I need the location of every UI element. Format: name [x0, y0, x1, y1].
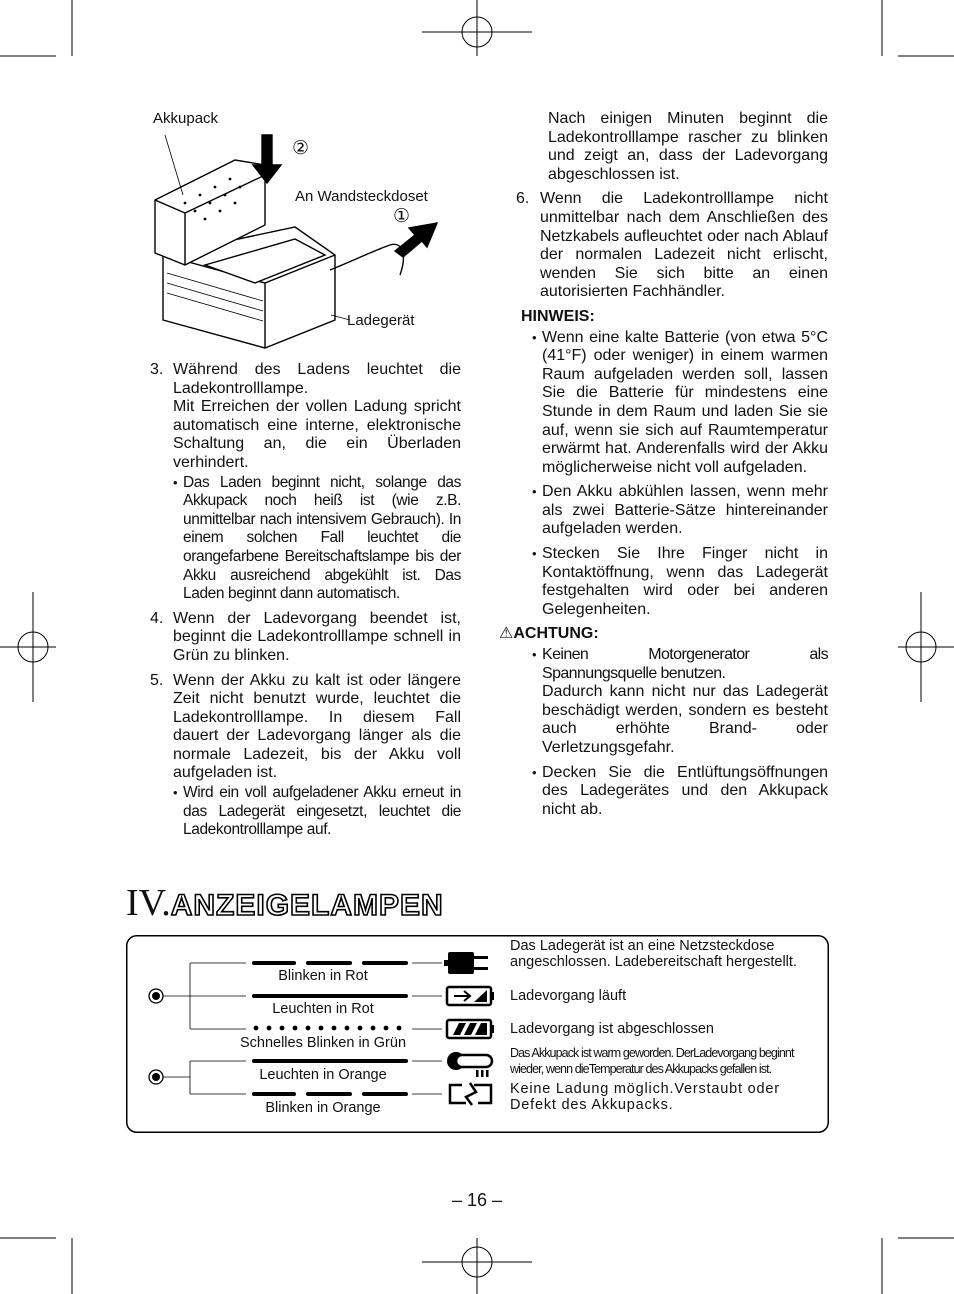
charging-battery-icon	[447, 987, 494, 1005]
right-column	[499, 110, 828, 819]
left-column	[150, 361, 461, 846]
label-outlet: An Wandsteckdoset	[295, 188, 428, 205]
hinweis-item: • Den Akku abkühlen lassen, wenn mehr als zwei Batterie-Sätze hintereinander aufgeladen werden.	[532, 483, 828, 539]
label-charger: Ladegerät	[347, 312, 415, 329]
achtung-item: • Decken Sie die Entlüftungsöffnungen des Ladegerätes und den Akkupack nicht ab.	[532, 764, 828, 820]
bullet-item: • Das Laden beginnt nicht, solange das Akkupack noch heiß ist (wie z.B. unmittelbar nach intensivem Gebrauch). In einem solchen Fall leuchtet die orangefarbene Bereitschaftslampe bis der Akku ausreichend abgekühlt ist. Das Laden beginnt dann automatisch.	[173, 474, 461, 604]
row-description: Das Ladegerät ist an eine Netzsteckdose angeschlossen. Ladebereitschaft hergestellt.	[510, 938, 797, 970]
achtung-heading	[499, 625, 828, 644]
step-1-label: ①	[393, 206, 411, 227]
orange-lamp-icon	[149, 1070, 163, 1084]
list-item-3	[150, 361, 461, 604]
row-description: Ladevorgang ist abgeschlossen	[510, 1021, 714, 1037]
section-roman: IV.	[126, 882, 171, 924]
pattern-label: Blinken in Rot	[278, 968, 368, 984]
row-description: Das Akkupack ist warm geworden. DerLadevorgang beginnt wieder, wenn dieTemperatur des Akkupacks gefallen ist.	[510, 1046, 794, 1076]
section-title	[126, 880, 444, 929]
hinweis-item: • Stecken Sie Ihre Finger nicht in Kontaktöffnung, wenn das Ladegerät festgehalten wird oder bei anderen Gelegenheiten.	[532, 545, 828, 619]
row-description: Keine Ladung möglich.Verstaubt oder Defekt des Akkupacks.	[510, 1081, 780, 1113]
achtung-item-detail: Dadurch kann nicht nur das Ladegerät beschädigt werden, sondern es besteht auch erhöhte Brand- oder Verletzungsgefahr.	[542, 683, 828, 756]
section-title-text: ANZEIGELAMPEN	[170, 889, 444, 922]
item-text: Wenn der Ladevorgang beendet ist, beginnt die Ladekontrolllampe schnell in Grün zu blinken.	[173, 609, 461, 664]
item-text: Mit Erreichen der vollen Ladung spricht automatisch eine interne, elektronische Schaltung an, die ein Überladen verhindert.	[173, 398, 461, 471]
hinweis-heading: HINWEIS:	[521, 307, 595, 325]
list-item-4	[150, 610, 461, 666]
achtung-item: • Keinen Motorgenerator als Spannungsquelle benutzen.	[532, 646, 828, 683]
achtung-title: ACHTUNG:	[513, 625, 599, 643]
continued-text: Nach einigen Minuten beginnt die Ladekontrolllampe rascher zu blinken und zeigt an, dass der Ladevorgang abgeschlossen ist.	[548, 110, 828, 183]
item-number: 6.	[516, 190, 530, 208]
item-text: Wenn die Ladekontrolllampe nicht unmittelbar nach dem Anschließen des Netzkabels aufleuchtet oder nach Ablauf der normalen Ladezeit nicht erlischt, wenden Sie sich bitte an einen autorisierten Fachhändler.	[540, 190, 828, 301]
item-number: 4.	[150, 609, 164, 627]
item-text: Während des Ladens leuchtet die Ladekontrolllampe.	[173, 361, 461, 397]
pattern-label: Blinken in Orange	[265, 1100, 381, 1116]
page-number: – 16 –	[451, 1190, 503, 1210]
hinweis-item: • Wenn eine kalte Batterie (von etwa 5°C (41°F) oder weniger) in einem warmen Raum aufgeladen werden soll, lassen Sie die Batterie für mindestens eine Stunde in dem Raum und laden Sie sie auf, wenn sie sich auf Raumtemperatur erwärmt hat. Anderenfalls wird der Akku möglicherweise nicht voll aufgeladen.	[532, 329, 828, 478]
pattern-label: Leuchten in Orange	[259, 1067, 387, 1083]
item-number: 5.	[150, 671, 164, 689]
warning-triangle-icon: ⚠	[499, 625, 514, 643]
pattern-label: Leuchten in Rot	[272, 1001, 374, 1017]
full-battery-icon	[447, 1020, 494, 1038]
red-lamp-icon	[149, 989, 163, 1003]
row-description: Ladevorgang läuft	[510, 988, 627, 1004]
step-2-label: ②	[292, 138, 310, 159]
label-battery: Akkupack	[153, 110, 219, 127]
list-item-5	[150, 672, 461, 840]
list-item-6	[516, 190, 828, 302]
pattern-label: Schnelles Blinken in Grün	[239, 1035, 407, 1051]
bullet-item: • Wird ein voll aufgeladener Akku erneut in das Ladegerät eingesetzt, leuchtet die Ladekontrolllampe auf.	[173, 784, 461, 840]
item-number: 3.	[150, 361, 164, 378]
item-text: Wenn der Akku zu kalt ist oder längere Zeit nicht benutzt wurde, leuchtet die Ladekontrolllampe. In diesem Fall dauert der Ladevorgang länger als die normale Ladezeit, bis der Akku voll aufgeladen ist.	[173, 671, 461, 782]
